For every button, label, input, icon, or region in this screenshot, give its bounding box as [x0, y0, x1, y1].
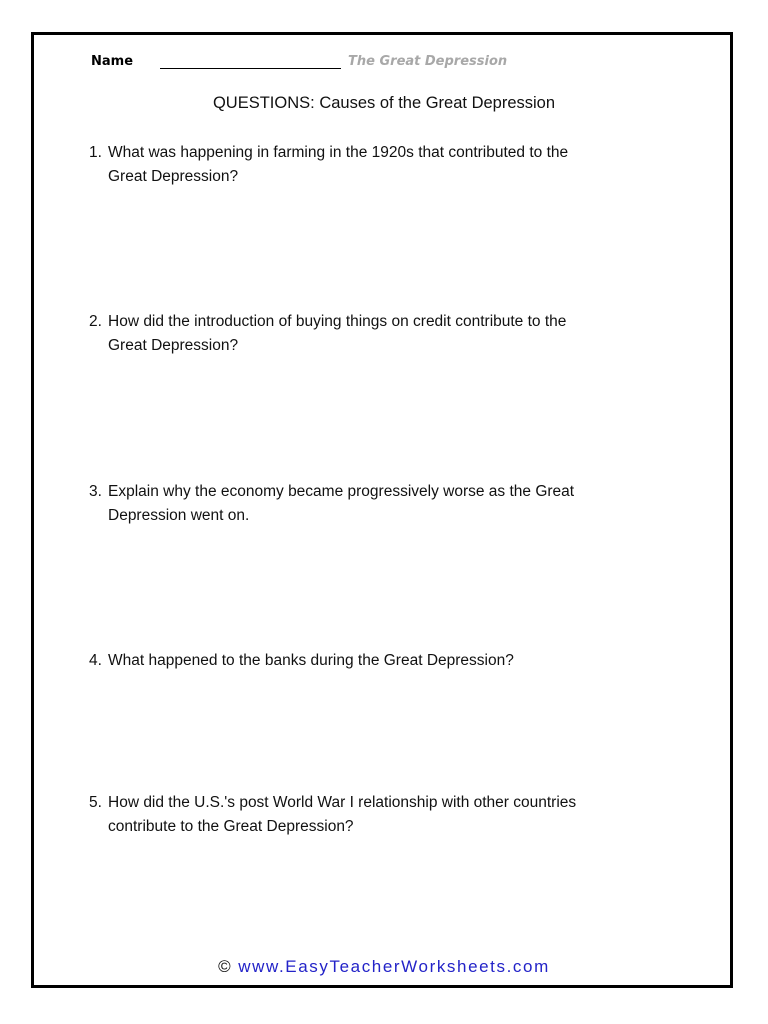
footer — [0, 955, 768, 979]
question-5 — [89, 791, 679, 839]
page-heading: QUESTIONS: Causes of the Great Depression — [212, 94, 556, 112]
question-text-line1: How did the U.S.'s post World War I relationship with other countries — [108, 794, 577, 811]
copyright-symbol: © — [218, 957, 233, 976]
question-text-line2: Great Depression? — [108, 337, 239, 354]
question-text-line2: contribute to the Great Depression? — [108, 818, 354, 835]
question-text-line1: What happened to the banks during the Great Depression? — [108, 652, 514, 669]
question-number: 3. — [89, 483, 102, 500]
question-text-line2: Depression went on. — [108, 507, 250, 524]
question-number: 2. — [89, 313, 102, 330]
question-text-line1: How did the introduction of buying things on credit contribute to the — [108, 313, 567, 330]
name-blank-line[interactable] — [160, 68, 341, 69]
question-text-line1: What was happening in farming in the 1920s that contributed to the — [108, 144, 569, 161]
question-2 — [89, 310, 679, 358]
name-row — [91, 48, 507, 70]
question-number: 4. — [89, 652, 102, 669]
name-label: Name — [91, 54, 134, 69]
document-title: The Great Depression — [348, 54, 508, 69]
question-1 — [89, 141, 679, 189]
question-text-line2: Great Depression? — [108, 168, 239, 185]
question-3 — [89, 480, 679, 528]
website-link[interactable]: www.EasyTeacherWorksheets.com — [238, 957, 550, 976]
question-text-line1: Explain why the economy became progressively worse as the Great — [108, 483, 575, 500]
question-number: 1. — [89, 144, 102, 161]
question-number: 5. — [89, 794, 102, 811]
question-4 — [89, 649, 679, 673]
